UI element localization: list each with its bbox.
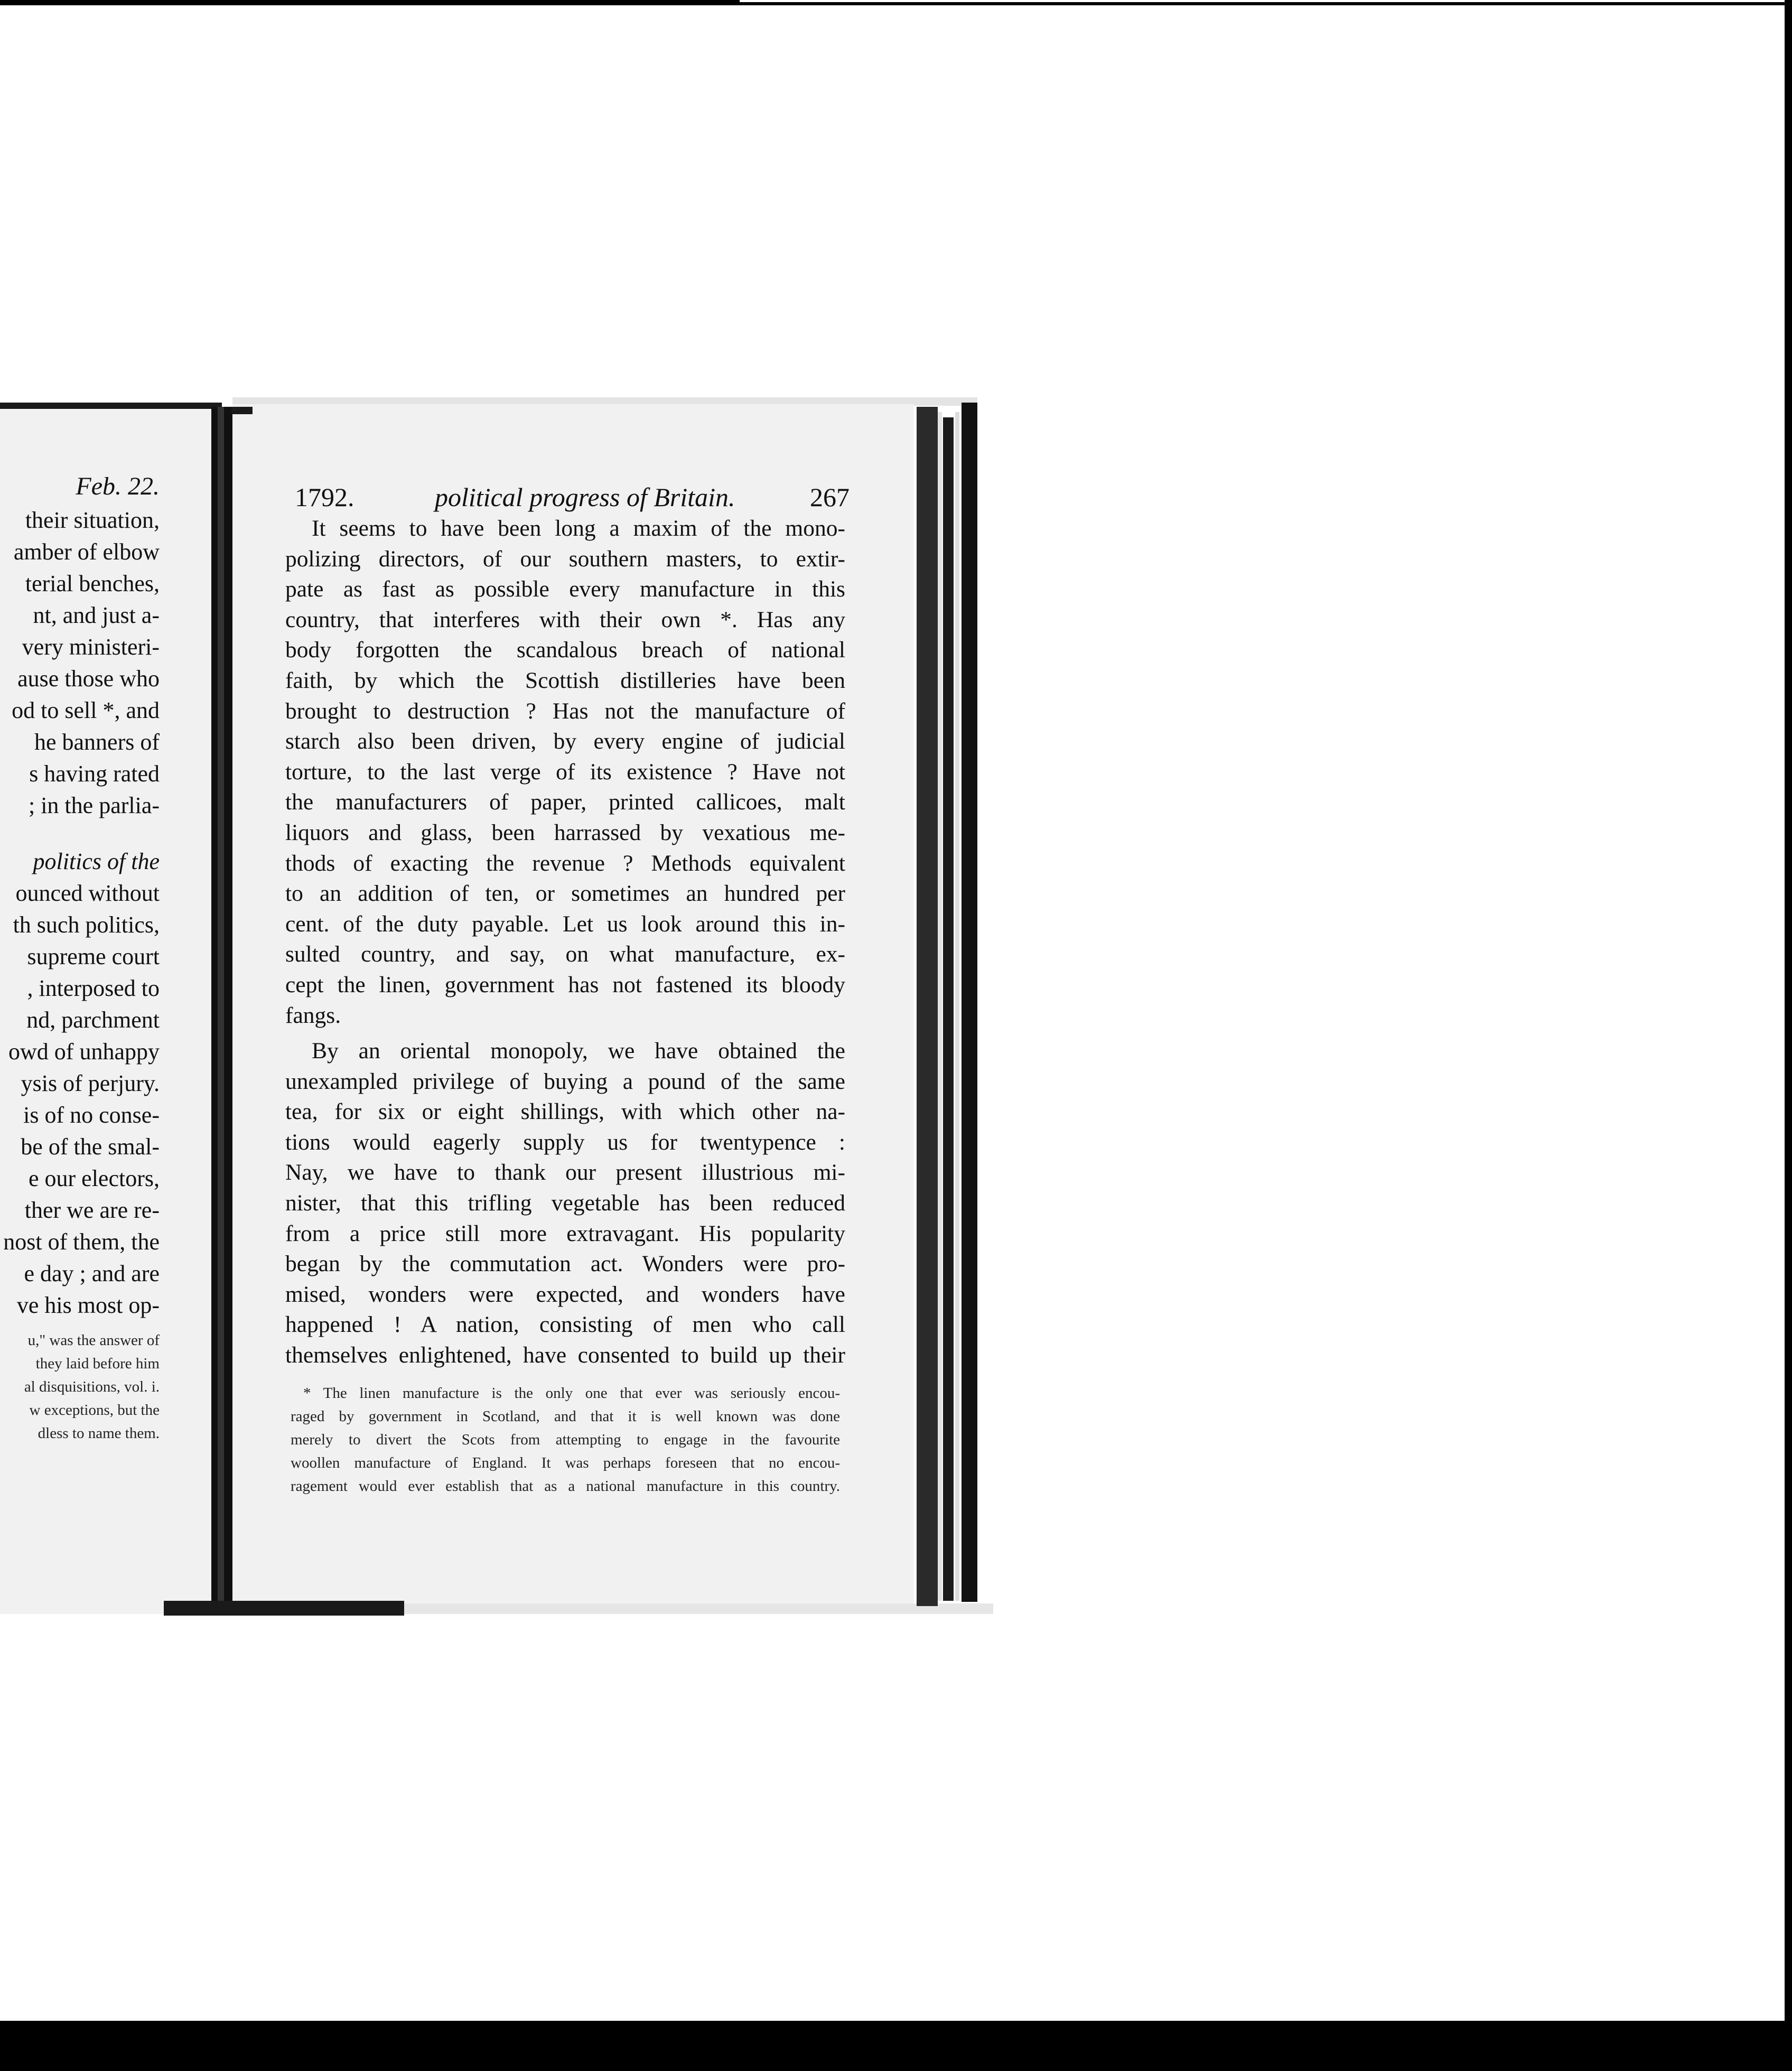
left-page-footnotes [0,1329,160,1445]
left-line: nt, and just a- [33,602,160,628]
left-line: be of the smal- [21,1134,160,1160]
text-line: liquors and glass, been harrassed by vexatious me- [285,819,845,845]
header-title: political progress of Britain. [435,482,735,512]
right-page [232,404,914,1603]
scan-top-edge [0,0,1792,5]
right-page-body [285,514,845,1371]
header-year: 1792. [295,482,354,512]
left-line: he banners of [34,729,160,755]
footnote-line: ragement would ever establish that as a national manufacture in this country. [291,1478,840,1495]
text-line: Nay, we have to thank our present illustrious mi- [285,1160,845,1186]
text-line: mised, wonders were expected, and wonders have [285,1281,845,1307]
book-spine-highlight [218,407,224,1611]
text-line: nister, that this trifling vegetable has been reduced [285,1190,845,1216]
left-line-italic: politics of the [33,848,160,874]
left-line: terial benches, [25,571,160,596]
right-running-header [295,482,850,514]
text-line: pate as fast as possible every manufacture in this [285,576,845,602]
footnote-line: merely to divert the Scots from attempting to engage in the favourite [291,1431,840,1448]
footnote-line: woollen manufacture of England. It was perhaps foreseen that no encou- [291,1454,840,1471]
left-line: e our electors, [29,1165,160,1191]
left-line: s having rated [29,761,160,787]
left-footnote-line: w exceptions, but the [29,1402,160,1419]
text-line: the manufacturers of paper, printed callicoes, malt [285,789,845,815]
left-line: ; in the parlia- [28,792,160,818]
scan-top-edge-gap [740,0,1792,2]
text-line: polizing directors, of our southern masters, to extir- [285,546,845,572]
left-line: ther we are re- [24,1197,160,1223]
left-line: ounced without [15,880,160,906]
book-bottom-edge [164,1601,404,1616]
footnote-line: * The linen manufacture is the only one that ever was seriously encou- [303,1385,840,1402]
left-line: ve his most op- [16,1292,160,1318]
left-line: supreme court [27,944,160,969]
left-line: owd of unhappy [8,1039,160,1065]
page-number: 267 [810,482,850,512]
text-line: tions would eagerly supply us for twentypence : [285,1129,845,1155]
text-line: cent. of the duty payable. Let us look around this in- [285,911,845,937]
left-page-top-edge [0,403,222,409]
text-line: sulted country, and say, on what manufacture, ex- [285,941,845,967]
left-line: amber of elbow [13,539,160,565]
left-line [0,846,160,878]
text-line: from a price still more extravagant. His popularity [285,1220,845,1246]
left-page-text-area [0,409,211,1614]
text-line: themselves enlightened, have consented to build up their [285,1342,845,1368]
text-line: brought to destruction ? Has not the manufacture of [285,698,845,724]
text-line: country, that interferes with their own *. Has any [285,607,845,632]
text-line: unexampled privilege of buying a pound of the same [285,1068,845,1094]
left-running-header: Feb. 22. [76,472,160,500]
text-line: By an oriental monopoly, we have obtained the [312,1038,845,1064]
spine-top-edge [231,407,253,414]
text-line: thods of exacting the revenue ? Methods equivalent [285,850,845,876]
left-line: nost of them, the [3,1229,160,1255]
text-line: body forgotten the scandalous breach of national [285,637,845,663]
text-line: to an addition of ten, or sometimes an hundred per [285,881,845,907]
left-line: ysis of perjury. [21,1070,160,1096]
text-line: starch also been driven, by every engine of judicial [285,729,845,754]
text-line: It seems to have been long a maxim of the mono- [312,516,845,541]
scan-bottom-edge [0,2021,1792,2071]
scan-right-edge [1785,0,1792,2071]
text-line: faith, by which the Scottish distilleries have been [285,667,845,693]
left-line: very ministeri- [22,634,160,660]
left-line: ause those who [17,666,160,692]
page-edges-gap [938,412,942,1601]
text-line: happened ! A nation, consisting of men who call [285,1312,845,1338]
left-footnote-line: al disquisitions, vol. i. [24,1378,160,1395]
book-cover-edge [962,403,977,1602]
left-footnote-line: they laid before him [35,1355,160,1372]
left-page [0,409,217,1614]
footnotes [291,1382,840,1498]
text-line: tea, for six or eight shillings, with which other na- [285,1099,845,1125]
page-edges-strip [943,417,954,1601]
left-footnote-line: u," was the answer of [27,1332,160,1349]
left-line: e day ; and are [24,1261,160,1286]
left-line: th such politics, [13,912,160,938]
page-edges-gap [955,412,959,1601]
text-line: began by the commutation act. Wonders were pro- [285,1251,845,1277]
left-line: od to sell *, and [12,697,160,723]
page-edges-strip [917,407,938,1606]
text-line: torture, to the last verge of its existence ? Have not [285,759,845,785]
text-line: fangs. [285,1002,341,1028]
footnote-line: raged by government in Scotland, and that it is well known was done [291,1408,840,1425]
left-footnote-line: dless to name them. [38,1425,160,1442]
left-page-lines [0,505,160,1321]
left-line: their situation, [25,507,160,533]
left-line: , interposed to [27,975,160,1001]
left-line: is of no conse- [23,1102,160,1128]
text-line: cept the linen, government has not fastened its bloody [285,972,845,997]
left-line: nd, parchment [26,1007,160,1033]
